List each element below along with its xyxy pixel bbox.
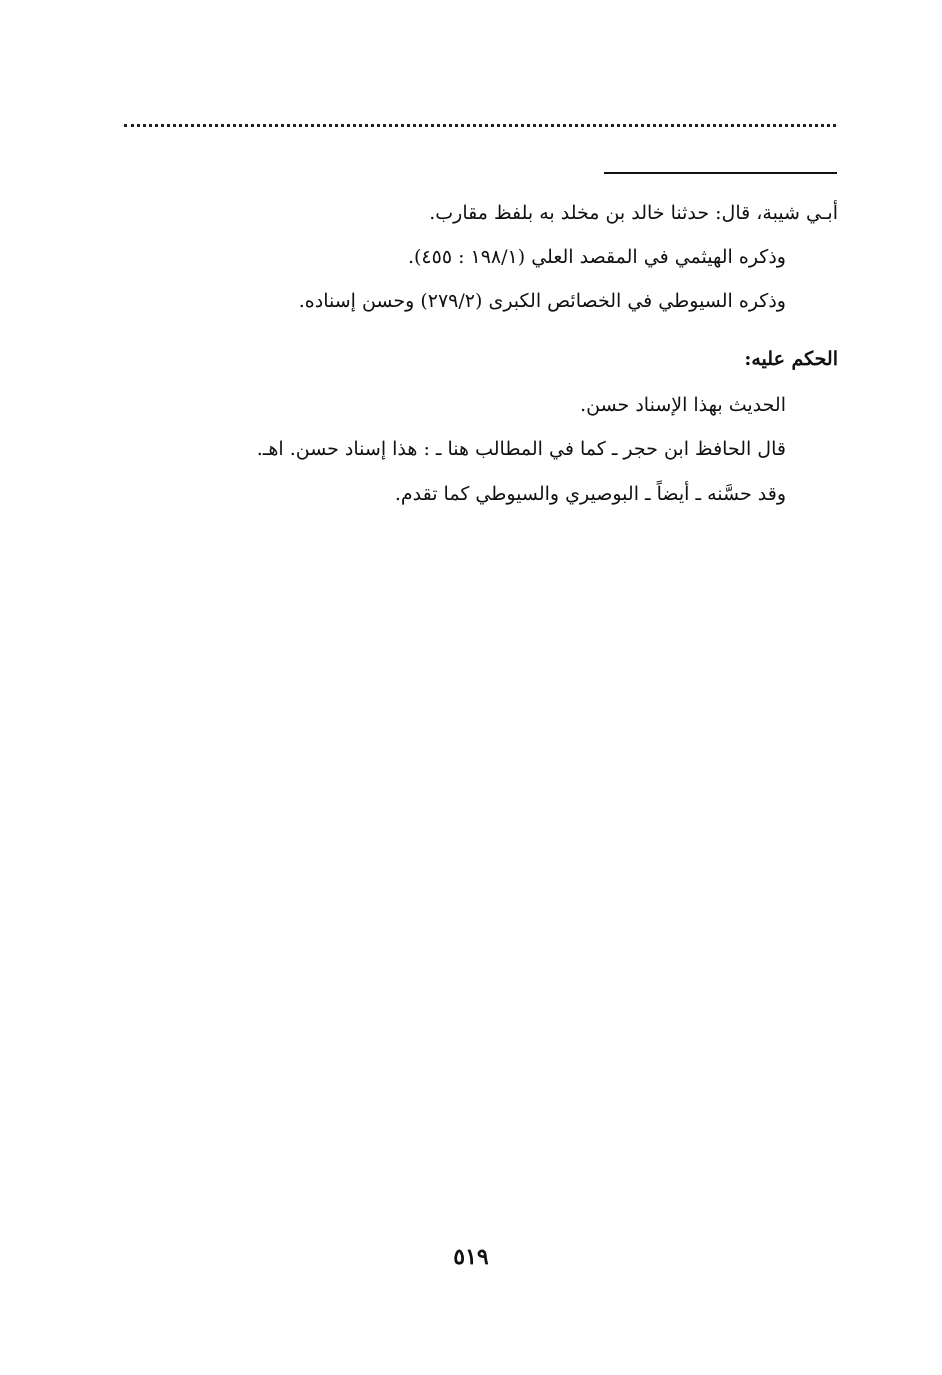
footnote-line-3: وذكره السيوطي في الخصائص الكبرى (٢٧٩/٢) وحسن إسناده.	[298, 290, 786, 312]
ruling-line-2: قال الحافظ ابن حجر ـ كما في المطالب هنا ـ : هذا إسناد حسن. اهـ.	[256, 438, 786, 460]
page-number: ٥١٩	[453, 1244, 489, 1270]
ruling-heading: الحكم عليه:	[744, 348, 838, 370]
ruling-line-3: وقد حسَّنه ـ أيضاً ـ البوصيري والسيوطي كما تقدم.	[394, 483, 786, 505]
footnote-line-1: أبـي شيبة، قال: حدثنا خالد بن مخلد به بلفظ مقارب.	[429, 202, 838, 224]
dotted-separator	[124, 124, 836, 127]
ruling-line-1: الحديث بهذا الإسناد حسن.	[580, 394, 786, 416]
footnote-rule	[604, 172, 837, 174]
footnote-line-2: وذكره الهيثمي في المقصد العلي (١٩٨/١ : ٤٥٥).	[407, 246, 786, 268]
